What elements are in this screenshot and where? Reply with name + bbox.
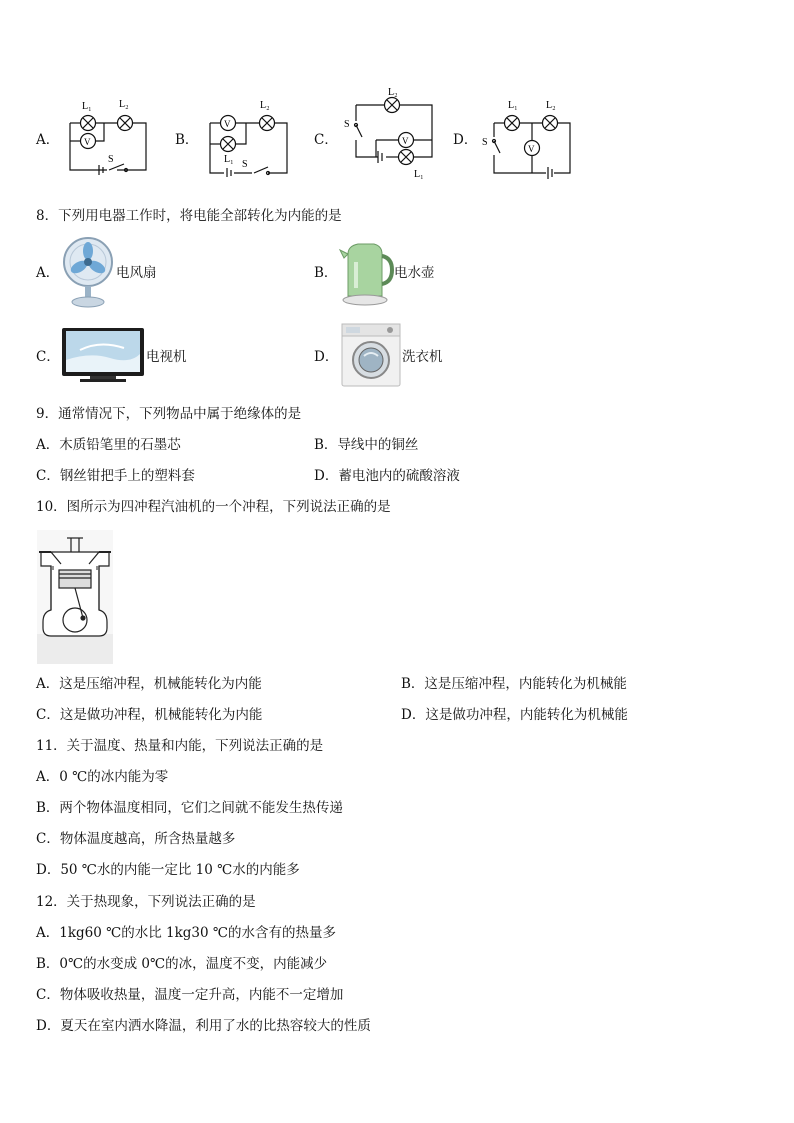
q10-option-c: C．这是做功冲程，机械能转化为内能 — [36, 707, 263, 723]
circuit-b-s-label: S — [242, 159, 248, 170]
q11-option-b: B．两个物体温度相同，它们之间就不能发生热传递 — [36, 800, 343, 816]
q8-option-b-text: 电水壶 — [394, 265, 435, 280]
q10-option-b: B．这是压缩冲程，内能转化为机械能 — [401, 676, 627, 692]
circuit-d-l2-label: L₂ — [546, 100, 556, 111]
circuit-diagram-b — [202, 95, 292, 177]
q11-option-d: D．50 ℃水的内能一定比 10 ℃水的内能多 — [36, 862, 300, 878]
circuit-a-s-label: S — [108, 154, 114, 165]
circuit-b-l2-label: L₂ — [260, 100, 270, 111]
circuit-diagram-d — [478, 95, 578, 180]
q11-option-c: C．物体温度越高，所含热量越多 — [36, 831, 236, 847]
q9-option-a: A．木质铅笔里的石墨芯 — [36, 437, 181, 453]
q11-stem: 11．关于温度、热量和内能，下列说法正确的是 — [36, 738, 324, 754]
q12-stem: 12．关于热现象，下列说法正确的是 — [36, 894, 256, 910]
circuit-d-l1-label: L₁ — [508, 100, 518, 111]
q10-option-a: A．这是压缩冲程，机械能转化为内能 — [36, 676, 262, 692]
circuit-c-v-label: V — [402, 136, 409, 146]
q8-option-b-prefix: B． — [314, 265, 338, 281]
q8-stem: 8．下列用电器工作时，将电能全部转化为内能的是 — [36, 208, 342, 224]
washing-machine-image — [340, 322, 402, 388]
circuit-b-l1-label: L₁ — [224, 154, 234, 165]
q9-stem: 9．通常情况下，下列物品中属于绝缘体的是 — [36, 406, 302, 422]
q7-option-b-label: B． — [175, 132, 199, 148]
circuit-d-v-label: V — [528, 144, 535, 154]
q8-option-a-text: 电风扇 — [116, 265, 157, 280]
circuit-c-s-label: S — [344, 119, 350, 130]
television-image — [60, 326, 146, 384]
electric-kettle-image — [338, 238, 394, 306]
q9-option-d: D．蓄电池内的硫酸溶液 — [314, 468, 460, 484]
q7-option-a-label: A． — [36, 132, 60, 148]
q10-stem: 10．图所示为四冲程汽油机的一个冲程，下列说法正确的是 — [36, 499, 391, 515]
q7-option-d-label: D． — [453, 132, 478, 148]
circuit-b-v-label: V — [224, 119, 231, 129]
q10-option-d: D．这是做功冲程，内能转化为机械能 — [401, 707, 628, 723]
circuit-diagram-a — [62, 95, 152, 175]
circuit-a-l2-label: L₂ — [119, 99, 129, 110]
q7-option-c-label: C． — [314, 132, 338, 148]
q8-option-a-prefix: A． — [36, 265, 60, 281]
q11-option-a: A．0 ℃的冰内能为零 — [36, 769, 169, 785]
q12-option-c: C．物体吸收热量，温度一定升高，内能不一定增加 — [36, 987, 344, 1003]
circuit-a-l1-label: L₁ — [82, 101, 92, 112]
circuit-diagram-c — [340, 85, 440, 185]
q9-option-b: B．导线中的铜丝 — [314, 437, 419, 453]
q12-option-d: D．夏天在室内洒水降温，利用了水的比热容较大的性质 — [36, 1018, 371, 1034]
q8-option-d-prefix: D． — [314, 349, 339, 365]
electric-fan-image — [60, 236, 116, 308]
q8-option-c-prefix: C． — [36, 349, 60, 365]
q9-option-c: C．钢丝钳把手上的塑料套 — [36, 468, 195, 484]
circuit-c-l2-label: L₂ — [388, 87, 398, 98]
engine-stroke-diagram — [37, 530, 113, 664]
q12-option-a: A．1kg60 ℃的水比 1kg30 ℃的水含有的热量多 — [36, 925, 337, 941]
circuit-c-l1-label: L₁ — [414, 169, 424, 180]
circuit-d-s-label: S — [482, 137, 488, 148]
q12-option-b: B．0℃的水变成 0℃的冰，温度不变，内能减少 — [36, 956, 328, 972]
q8-option-c-text: 电视机 — [146, 349, 187, 364]
q8-option-d-text: 洗衣机 — [402, 349, 443, 364]
circuit-a-v-label: V — [84, 137, 91, 147]
